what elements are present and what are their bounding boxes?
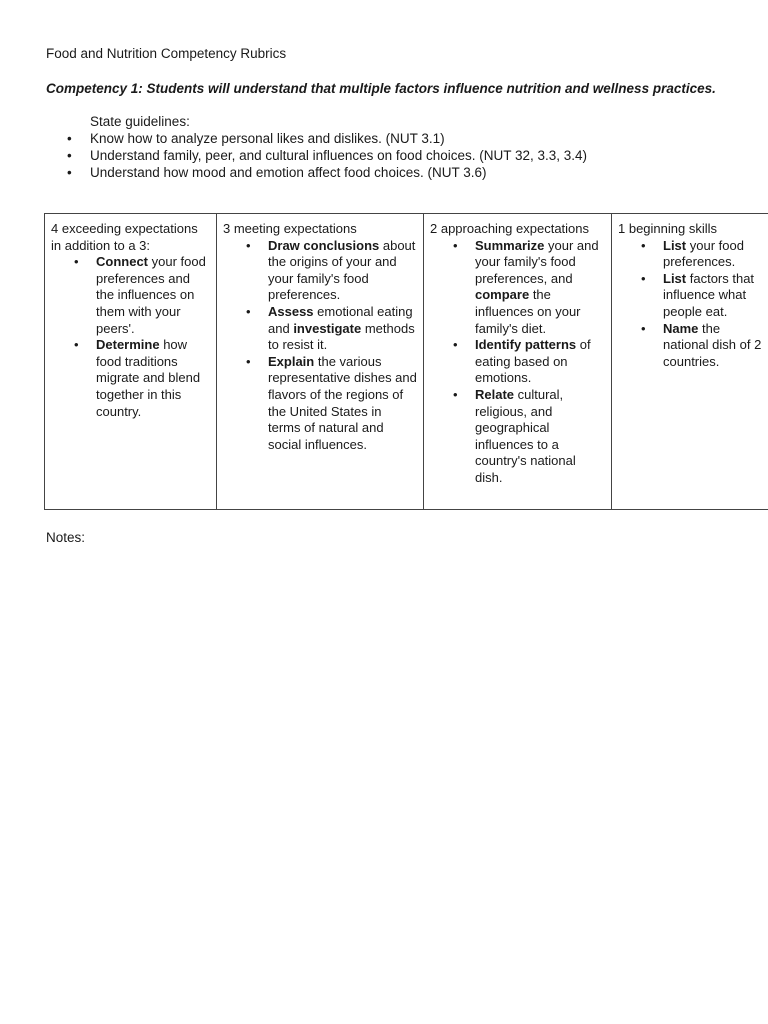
rubric-criterion <box>51 337 210 420</box>
rubric-level-heading: 1 beginning skills <box>618 221 718 236</box>
state-guidelines-list <box>46 130 726 181</box>
criterion-text: your and your family's food preferences, and <box>475 237 599 286</box>
criterion-text: methods to resist it. <box>268 320 415 353</box>
rubric-criterion <box>223 238 417 304</box>
rubric-cell-level-1 <box>612 214 768 510</box>
criterion-text: the influences on your family's diet. <box>475 287 581 336</box>
rubric-criteria-list <box>223 238 417 454</box>
rubric-cell-level-3 <box>217 214 424 510</box>
rubric-criteria-list <box>51 254 210 420</box>
criterion-keyword: compare <box>475 287 530 303</box>
rubric-criterion <box>618 238 768 271</box>
rubric-cell-level-4 <box>45 214 217 510</box>
rubric-criterion <box>223 354 417 454</box>
state-guideline-item: • Understand family, peer, and cultural influences on food choices. (NUT 32, 3.3, 3.4) <box>46 147 726 164</box>
notes-label: Notes: <box>46 530 86 545</box>
rubric-criteria-list <box>430 238 605 487</box>
state-guidelines <box>46 113 726 181</box>
state-guideline-item: • Understand how mood and emotion affect food choices. (NUT 3.6) <box>46 164 726 181</box>
rubric-criterion <box>618 321 768 371</box>
criterion-keyword: Name <box>663 320 699 336</box>
criterion-text: the national dish of 2 countries. <box>663 320 762 369</box>
rubric-cell-level-2 <box>424 214 612 510</box>
criterion-text: factors that influence what people eat. <box>663 270 755 319</box>
competency-statement: Competency 1: Students will understand that multiple factors influence nutrition and wellness practices. <box>46 81 716 96</box>
rubric-criterion <box>430 337 605 387</box>
rubric-table <box>44 213 768 510</box>
criterion-keyword: List <box>663 270 687 286</box>
criterion-keyword: investigate <box>293 320 362 336</box>
criterion-keyword: Assess <box>268 303 314 319</box>
rubric-criterion <box>430 238 605 338</box>
rubric-level-heading: 4 exceeding expectations <box>51 221 198 236</box>
rubric-criteria-list <box>618 238 768 371</box>
criterion-keyword: Identify patterns <box>475 337 577 353</box>
criterion-text: your food preferences. <box>663 237 744 270</box>
rubric-level-heading: 3 meeting expectations <box>223 221 357 236</box>
criterion-keyword: Relate <box>475 386 515 402</box>
rubric-criterion <box>223 304 417 354</box>
criterion-keyword: Determine <box>96 337 160 353</box>
criterion-keyword: Draw conclusions <box>268 237 380 253</box>
rubric-row <box>45 214 768 510</box>
criterion-text: the various representative dishes and flavors of the regions of the United States in terms of natural and social influences. <box>268 353 417 452</box>
criterion-keyword: Summarize <box>475 237 545 253</box>
criterion-keyword: Connect <box>96 254 148 270</box>
criterion-text: cultural, religious, and geographical influences to a country's national dish. <box>475 386 576 485</box>
state-guidelines-heading: State guidelines: <box>90 114 190 129</box>
criterion-text: about the origins of your and your family's food preferences. <box>268 237 416 303</box>
criterion-keyword: List <box>663 237 687 253</box>
document-title: Food and Nutrition Competency Rubrics <box>46 46 287 61</box>
criterion-text: emotional eating and <box>268 303 413 336</box>
criterion-text: your food preferences and the influences on them with your peers'. <box>96 254 206 336</box>
rubric-criterion <box>430 387 605 487</box>
criterion-keyword: Explain <box>268 353 315 369</box>
rubric-level-subheading: in addition to a 3: <box>51 237 151 253</box>
rubric-criterion <box>51 254 210 337</box>
rubric-criterion <box>618 271 768 321</box>
rubric-level-heading: 2 approaching expectations <box>430 221 590 236</box>
state-guideline-item: • Know how to analyze personal likes and dislikes. (NUT 3.1) <box>46 130 726 147</box>
criterion-text: of eating based on emotions. <box>475 337 591 386</box>
criterion-text: how food traditions migrate and blend together in this country. <box>96 337 201 419</box>
